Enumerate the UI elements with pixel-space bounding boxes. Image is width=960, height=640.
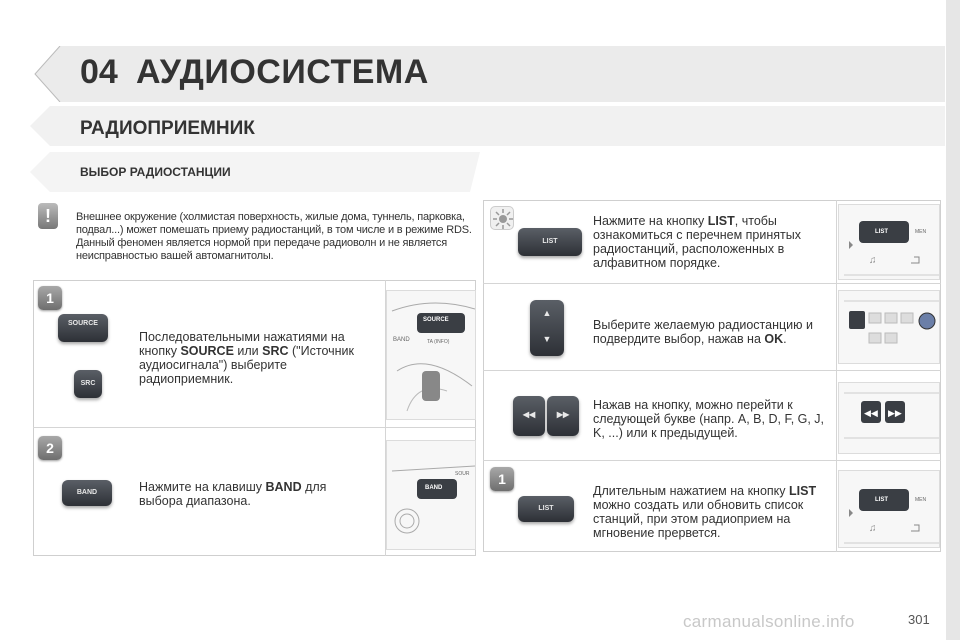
source-button-label: SOURCE xyxy=(68,320,98,327)
right-divider-3 xyxy=(483,460,941,461)
left-step2-text: Нажмите на клавишу BAND для выбора диапазона. xyxy=(139,480,327,508)
up-down-button-image xyxy=(530,300,564,356)
band-button-image xyxy=(62,480,112,506)
key-src: SRC xyxy=(262,344,289,358)
list-button-label: LIST xyxy=(542,238,558,245)
chapter-title: АУДИОСИСТЕМА xyxy=(136,53,429,91)
page-number: 301 xyxy=(908,612,930,627)
step-badge-long-press: 1 xyxy=(490,467,514,491)
subsection-band xyxy=(0,152,480,192)
svg-text:♫: ♫ xyxy=(869,523,877,534)
seek-back-button-image xyxy=(513,396,545,436)
key-list-2: LIST xyxy=(789,484,817,498)
left-step1-text: Последовательными нажатиями на кнопку SOURCE или SRC ("Источник аудиосигнала") выберите радиоприемник. xyxy=(139,330,354,386)
list-button-image-2 xyxy=(518,496,574,522)
warning-icon: ! xyxy=(38,203,58,229)
svg-text:♫: ♫ xyxy=(869,255,877,266)
watermark: carmanualsonline.info xyxy=(683,612,855,631)
right-step4-text: Длительным нажатием на кнопку LIST можно создать или обновить список станций, при этом радиоприем на мгновение прервется. xyxy=(593,484,817,540)
svg-text:◀◀: ◀◀ xyxy=(864,408,878,418)
seek-forward-button-image xyxy=(547,396,579,436)
list-button-label-2: LIST xyxy=(538,505,554,512)
illus-list-label: LIST xyxy=(875,229,888,235)
key-ok: OK xyxy=(764,332,784,346)
right-vertical-divider xyxy=(836,200,837,552)
right-step2-text: Выберите желаемую радиостанцию и подвердите выбор, нажав на OK. xyxy=(593,318,813,346)
chapter-number: 04 xyxy=(80,53,118,91)
list-button-image xyxy=(518,228,582,256)
illus-ta-label: TA (INFO) xyxy=(427,339,450,345)
right-margin-bar xyxy=(946,0,960,640)
key-list: LIST xyxy=(707,214,735,228)
list-panel-illustration-2 xyxy=(838,470,940,548)
src-button-label: SRC xyxy=(80,380,96,387)
key-band: BAND xyxy=(265,480,302,494)
seek-forward-icon: ▶▶ xyxy=(556,410,570,419)
step-badge-1: 1 xyxy=(38,286,62,310)
src-button-image xyxy=(74,370,102,398)
section-title: РАДИОПРИЕМНИК xyxy=(80,118,255,139)
subsection-title: ВЫБОР РАДИОСТАНЦИИ xyxy=(80,165,231,179)
illus-band-label-2: BAND xyxy=(425,485,443,491)
warning-text: Внешнее окружение (холмистая поверхность, жилые дома, туннель, парковка, подвал...) может помешать приему радиостанций, в том числе и в режиме RDS. Данный феномен является нормой при передаче радиоволн и не является неисправностью вашей автомагнитолы. xyxy=(76,211,472,262)
step-badge-2: 2 xyxy=(38,436,62,460)
tip-icon xyxy=(490,206,514,230)
illus-sour-label: SOUR xyxy=(455,471,470,477)
right-divider-2 xyxy=(483,370,941,371)
illus-men-label: MEN xyxy=(915,229,927,235)
list-panel-illustration xyxy=(838,204,940,280)
right-step3-text: Нажав на кнопку, можно перейти к следующей букве (напр. A, B, D, F, G, J, K, ...) или к предыдущей. xyxy=(593,398,825,440)
illus-men-label-2: MEN xyxy=(915,497,927,503)
illus-list-label-2: LIST xyxy=(875,497,888,503)
steering-wheel-illustration xyxy=(386,290,476,420)
key-source: SOURCE xyxy=(180,344,234,358)
illus-band-label: BAND xyxy=(393,337,410,343)
down-arrow-icon: ▼ xyxy=(542,334,552,344)
left-divider xyxy=(33,427,476,428)
svg-text:▶▶: ▶▶ xyxy=(888,408,902,418)
right-divider-1 xyxy=(483,283,941,284)
band-panel-illustration xyxy=(386,440,476,550)
ok-panel-illustration xyxy=(838,290,940,364)
up-arrow-icon: ▲ xyxy=(542,308,552,318)
seek-back-icon: ◀◀ xyxy=(522,410,536,419)
illus-source-label: SOURCE xyxy=(423,317,449,323)
band-button-label: BAND xyxy=(76,489,98,496)
right-step1-text: Нажмите на кнопку LIST, чтобы ознакомиться с перечнем принятых радиостанций, расположенных в алфавитном порядке. xyxy=(593,214,801,270)
source-button-image xyxy=(58,314,108,342)
seek-panel-illustration xyxy=(838,382,940,454)
